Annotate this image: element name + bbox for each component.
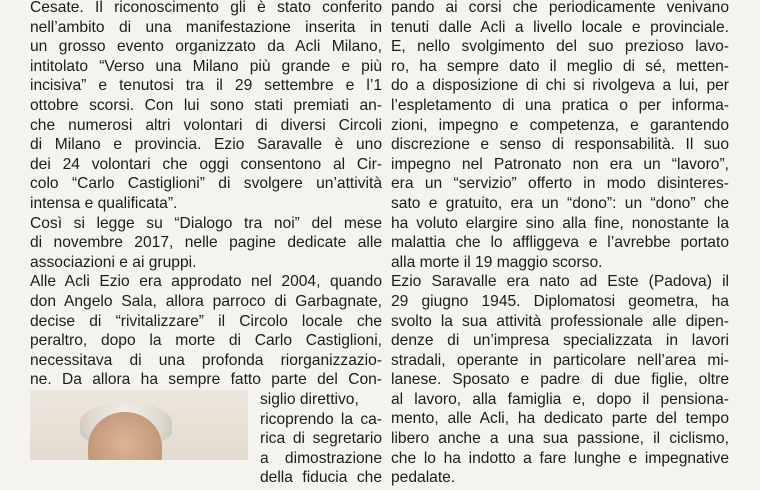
text-line: zioni, impegno e competenza, e garantendo [391, 116, 729, 134]
text-line: rica di segretario [260, 430, 382, 448]
text-line: do a disposizione di chi si rivolgeva a lui, per [391, 77, 729, 95]
text-line: di Milano e provincia. Ezio Saravalle è uno [30, 136, 382, 154]
text-line: a dimostrazione [260, 449, 382, 467]
text-line: svolto la sua attività professionale alle dipen- [391, 312, 729, 330]
text-line: colo “Carlo Castiglioni” di svolgere un’attività [30, 175, 382, 193]
text-line: era un “servizio” offerto in modo disinteres- [391, 175, 729, 193]
text-line: incisiva” e tenutosi tra il 29 settembre e l’1 [30, 77, 382, 95]
text-line: pedalate. [391, 469, 456, 487]
text-line: ricoprendo la ca- [260, 410, 382, 428]
text-line: associazioni e ai gruppi. [30, 253, 197, 271]
text-line: l’espletamento di una pratica o per informa- [391, 96, 729, 114]
text-line: siglio direttivo, [260, 391, 359, 408]
text-line: Cesate. Il riconoscimento gli è stato conferito [30, 0, 382, 16]
text-line: mento, alle Acli, ha dedicato parte del tempo [391, 410, 729, 428]
text-line: E, nello svolgimento del suo prezioso lavo- [391, 38, 729, 56]
text-line: Alle Acli Ezio era approdato nel 2004, quando [30, 273, 382, 291]
text-line: intitolato “Verso una Milano più grande e più [30, 57, 382, 75]
text-line: ne. Da allora ha sempre fatto parte del Con- [30, 371, 382, 389]
text-line: discrezione e senso di responsabilità. Il suo [391, 136, 729, 154]
text-line: lanese. Sposato e padre di due figlie, oltre [391, 371, 729, 389]
text-line: 29 giugno 1945. Diplomatosi geometra, ha [391, 292, 729, 310]
text-line: della fiducia che [260, 469, 382, 487]
text-line: stradali, operante in particolare nell’area mi- [391, 351, 729, 369]
text-line: dei 24 volontari che oggi consentono al Cir- [30, 155, 382, 173]
text-line: nell’ambito di una manifestazione inserita in [30, 18, 382, 36]
text-line: pando ai corsi che periodicamente venivano [391, 0, 729, 16]
text-line: malattia che lo affliggeva e l’avrebbe portato [391, 234, 729, 252]
text-line: ha voluto elargire sino alla fine, nonostante la [391, 214, 729, 232]
text-line: necessitava di una profonda riorganizzazio- [30, 351, 382, 369]
text-line: don Angelo Sala, allora parroco di Garbagnate, [30, 292, 382, 310]
text-line: al lavoro, alla famiglia e, dopo il pensiona- [391, 390, 729, 408]
text-line: peraltro, dopo la morte di Carlo Castiglioni, [30, 332, 382, 350]
text-line: tenuti dalle Acli a livello locale e provinciale. [391, 18, 729, 36]
text-line: ro, ha sempre dato il meglio di sé, metten- [391, 57, 729, 75]
text-line: che lo ha indotto a fare lunghe e impegnative [391, 449, 729, 467]
left-column-wrapped-text [260, 390, 382, 488]
text-line: intensa e qualificata”. [30, 194, 178, 212]
text-line: ottobre scorsi. Con lui sono stati premiati an- [30, 96, 382, 114]
left-column-text [30, 0, 382, 390]
text-line: denze di un’impresa specializzata in lavori [391, 332, 729, 350]
portrait-photo [30, 390, 248, 460]
text-line: un grosso evento organizzato da Acli Milano, [30, 38, 382, 56]
text-line: Così si legge su “Dialogo tra noi” del mese [30, 214, 382, 232]
text-line: impegno nel Patronato non era un “lavoro”, [391, 155, 729, 173]
right-column-text [391, 0, 729, 488]
text-line: che numerosi altri volontari di diversi Circoli [30, 116, 382, 134]
text-line: libero anche a una sua passione, il ciclismo, [391, 430, 729, 448]
text-line: sato e gratuito, era un “dono”: un “dono” che [391, 194, 729, 212]
text-line: decise di “rivitalizzare” il Circolo locale che [30, 312, 382, 330]
text-line: di novembre 2017, nelle pagine dedicate alle [30, 234, 382, 252]
text-line: alla morte il 19 maggio scorso. [391, 253, 603, 271]
text-line: Ezio Saravalle era nato ad Este (Padova) il [391, 273, 729, 291]
